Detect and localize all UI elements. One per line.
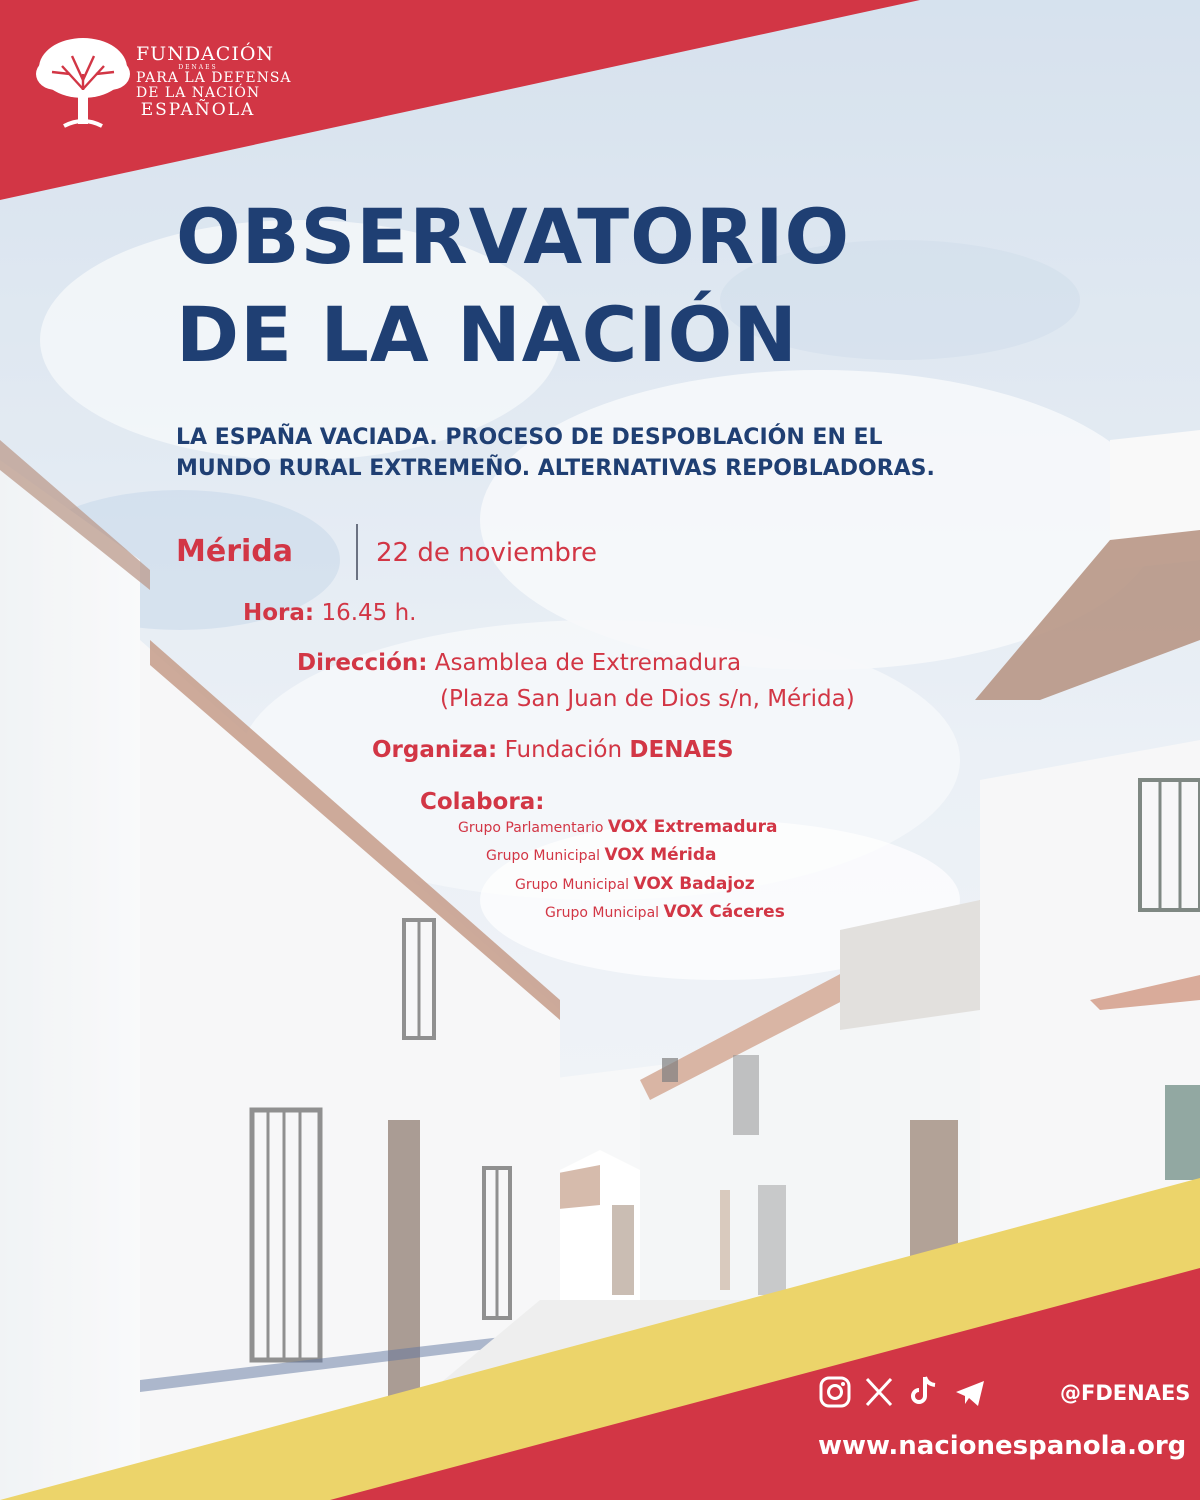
collaborator-item [486, 845, 717, 865]
subtitle [176, 422, 935, 484]
collaborator-group: Grupo Municipal [545, 905, 660, 921]
city-date-divider [356, 524, 358, 580]
event-city: Mérida [176, 534, 293, 569]
tiktok-icon[interactable] [908, 1373, 942, 1407]
title-line-1: OBSERVATORIO [176, 192, 851, 281]
logo-text [136, 43, 292, 120]
organizer-label: Organiza: [372, 737, 498, 763]
time-value: 16.45 h. [321, 600, 417, 626]
x-icon[interactable] [862, 1375, 896, 1409]
collaborator-name: VOX Cáceres [663, 902, 785, 922]
organizer-name: DENAES [629, 737, 734, 763]
event-date: 22 de noviembre [376, 538, 598, 568]
event-time [243, 600, 416, 626]
telegram-icon[interactable] [953, 1376, 987, 1410]
collaborator-group: Grupo Municipal [515, 877, 630, 893]
tree-logo-icon [34, 34, 132, 130]
event-address [297, 650, 741, 676]
collaborator-name: VOX Badajoz [633, 874, 755, 894]
logo-line-1: FUNDACIÓN [136, 43, 275, 65]
collaborator-name: VOX Extremadura [607, 817, 778, 837]
subtitle-line-1: LA ESPAÑA VACIADA. PROCESO DE DESPOBLACIÓN EN EL [176, 425, 883, 450]
title-line-2: DE LA NACIÓN [176, 290, 798, 379]
collaborator-item [515, 874, 755, 894]
collaborator-group: Grupo Parlamentario [458, 820, 604, 836]
logo-tiny: DENAES [178, 64, 218, 71]
subtitle-line-2: MUNDO RURAL EXTREMEÑO. ALTERNATIVAS REPOBLADORAS. [176, 456, 935, 481]
logo-line-4: ESPAÑOLA [140, 100, 256, 120]
collaborators-label-text: Colabora: [420, 789, 545, 815]
logo-line-3: DE LA NACIÓN [136, 85, 261, 101]
event-organizer [372, 737, 734, 763]
social-handle[interactable]: @FDENAES [1060, 1381, 1191, 1405]
organizer-prefix: Fundación [504, 737, 623, 763]
collaborator-item [545, 902, 785, 922]
logo-line-2: PARA LA DEFENSA [136, 70, 292, 86]
page-title [176, 188, 850, 384]
address-label: Dirección: [297, 650, 428, 676]
instagram-icon[interactable] [818, 1375, 852, 1409]
collaborators-label [420, 789, 544, 815]
collaborator-item [458, 817, 778, 837]
address-value: Asamblea de Extremadura [434, 650, 742, 676]
collaborator-name: VOX Mérida [604, 845, 717, 865]
address-detail: (Plaza San Juan de Dios s/n, Mérida) [440, 686, 855, 712]
collaborator-group: Grupo Municipal [486, 848, 601, 864]
website-link[interactable]: www.nacionespanola.org [818, 1431, 1187, 1461]
time-label: Hora: [243, 600, 315, 626]
